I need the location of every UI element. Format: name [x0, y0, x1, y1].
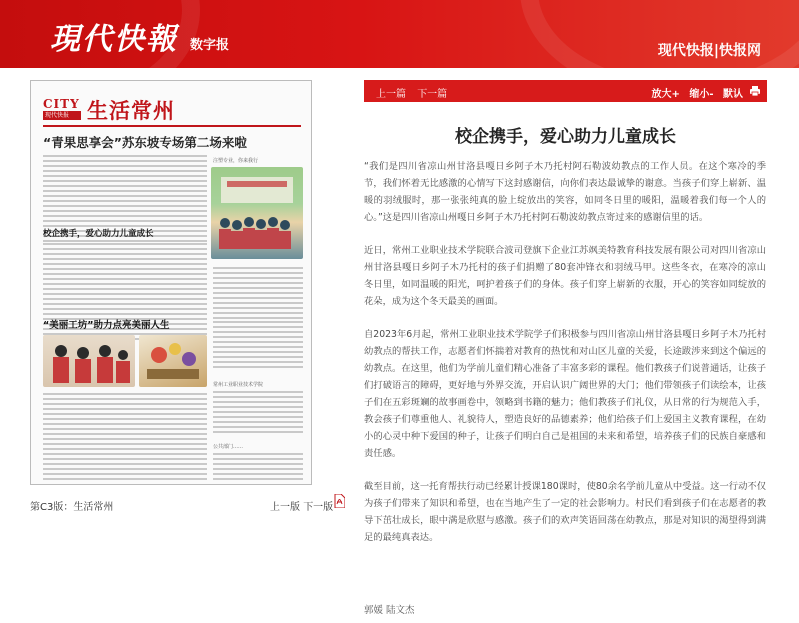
photo-group-icon	[211, 167, 303, 259]
default-size-button[interactable]: 默认	[723, 89, 743, 100]
paper-photo-crafts[interactable]	[139, 335, 207, 387]
paper-text-block	[213, 391, 303, 436]
next-page-link[interactable]: 下一版	[303, 502, 334, 513]
paper-text-block	[213, 267, 303, 322]
article-body	[364, 158, 766, 562]
paper-section-title: 生活常州	[87, 98, 175, 123]
article-toolbar	[364, 80, 767, 102]
page-caption: 第C3版：生活常州	[30, 502, 114, 513]
paper-side-caption: 常州工业职业技术学院	[213, 382, 264, 388]
paper-side-caption: 公共部门……	[213, 444, 244, 450]
paper-small-tag: 现代快报	[43, 111, 81, 120]
article-paragraph: 自2023年6月起，常州工业职业技术学院学子们积极参与四川省凉山州甘洛县嘎日乡阿子木乃托村幼教点的帮扶工作，志愿者们怀揣着对教育的热忱和对山区儿童的关爱，长途跋涉来到这个偏远的幼教点。在这里，他们为学前儿童们精心准备了丰富多彩的课程。他们教孩子们说普通话，让孩子们打破语言的障碍，更好地与外界交流，开启认识广阔世界的大门；他们带领孩子们读绘本，让孩子们在五彩斑斓的故事画卷中，领略到书籍的魅力；他们教孩子们礼仪，从日常的行为规范入手，教会孩子们尊重他人、礼貌待人，塑造良好的品德素养；他们给孩子们上爱国主义教育课程，在幼小的心灵中种下爱国的种子，让孩子们明白自己是祖国的未来和希望，培养孩子们的民族自豪感和责任感。	[364, 329, 766, 459]
paper-text-block	[43, 393, 207, 483]
paper-headline-3[interactable]: “美丽工坊”助力点亮美丽人生	[43, 320, 170, 331]
paper-text-block	[213, 321, 303, 371]
article-byline: 郭媛 陆文杰	[364, 605, 415, 616]
paper-text-block	[213, 453, 303, 483]
page-nav	[270, 498, 333, 513]
site-link[interactable]: 现代快报|快报网	[657, 43, 761, 59]
paper-masthead	[43, 93, 303, 123]
paper-photo-children[interactable]	[211, 167, 303, 259]
prev-page-link[interactable]: 上一版	[270, 502, 300, 513]
article-paragraph: 近日，常州工业职业技术学院联合波司登旗下企业江苏飒美特教育科技发展有限公司对四川省凉山州甘洛县嘎日乡阿子木乃托村的孩子们捐赠了80套冲锋衣和羽绒马甲。这些冬衣，在寒冷的凉山冬日里，如同温暖的阳光，呵护着孩子们的身体。孩子们穿上崭新的衣服，开心的笑容如同绽放的花朵，成为这个冬天最美的画面。	[364, 245, 766, 307]
zoom-out-button[interactable]: 缩小-	[689, 89, 714, 100]
zoom-in-button[interactable]: 放大+	[651, 89, 680, 100]
article-title: 校企携手，爱心助力儿童成长	[455, 127, 676, 147]
article-paragraph: 截至目前，这一托育帮扶行动已经累计授课180课时，使80余名学前儿童从中受益。这一行动不仅为孩子们带来了知识和希望，也在当地产生了一定的社会影响力。村民们看到孩子们在志愿者的教导下茁壮成长，眼中满是欣慰与感激。孩子们的欢声笑语回荡在幼教点，那是对知识的渴望得到满足的最纯真表达。	[364, 481, 766, 543]
paper-city-label: CITY	[43, 97, 80, 111]
article-paragraph: “我们是四川省凉山州甘洛县嘎日乡阿子木乃托村阿石勒波幼教点的工作人员。在这个寒冷的季节，我们怀着无比感激的心情写下这封感谢信，向你们表达最诚挚的谢意。当孩子们穿上崭新、温暖的羽绒服时，那一张张纯真的脸上绽放出的笑容，如同冬日里的暖阳，温暖着我们每一个人的心。”这是四川省凉山州嘎日乡阿子木乃托村阿石勒波幼教点寄过来的感谢信里的话。	[364, 161, 766, 223]
next-article-link[interactable]: 下一篇	[417, 89, 448, 100]
brand-logo[interactable]: 現代快報	[50, 22, 178, 57]
edition-label: 数字报	[190, 38, 230, 53]
pdf-icon[interactable]	[334, 494, 345, 508]
newspaper-page-thumbnail[interactable]	[30, 80, 312, 485]
paper-divider	[43, 125, 301, 127]
paper-headline-1[interactable]: “青果思享会”苏东坡专场第二场来啦	[43, 135, 247, 150]
paper-photo-workshop[interactable]	[43, 335, 135, 387]
print-icon[interactable]	[749, 85, 761, 97]
photo-people-icon	[43, 335, 135, 387]
site-header	[0, 0, 799, 68]
font-size-controls	[645, 85, 743, 100]
paper-headline-2[interactable]: 校企携手，爱心助力儿童成长	[43, 229, 154, 239]
article-nav	[376, 85, 455, 100]
prev-article-link[interactable]: 上一篇	[376, 89, 406, 100]
paper-side-caption: 注塑专业，你来我行	[213, 158, 259, 164]
photo-crafts-icon	[139, 335, 207, 387]
